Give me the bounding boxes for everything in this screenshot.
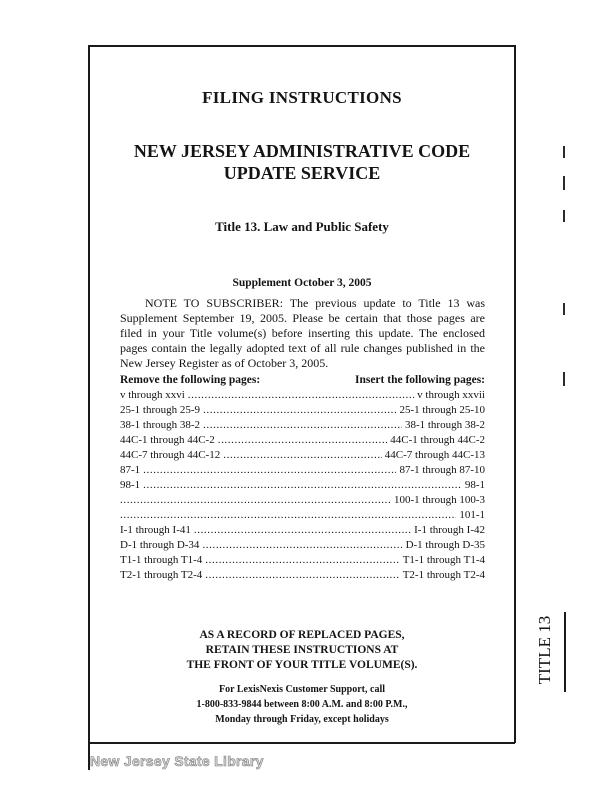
remove-cell: 44C-7 through 44C-12	[120, 449, 221, 461]
dot-leader	[203, 418, 402, 433]
table-row	[120, 388, 485, 403]
dot-leader	[143, 463, 396, 478]
remove-cell: D-1 through D-34	[120, 539, 200, 551]
remove-cell: 98-1	[120, 479, 141, 491]
insert-cell: T1-1 through T1-4	[402, 554, 485, 566]
tab-edge-rule	[564, 612, 566, 692]
table-row	[120, 478, 485, 493]
remove-cell: I-1 through I-41	[120, 524, 191, 536]
customer-support-info	[88, 682, 516, 727]
support-line: 1-800-833-9844 between 8:00 A.M. and 8:00 P.M.,	[196, 699, 408, 710]
remove-header: Remove the following pages:	[120, 374, 261, 386]
frame-top-rule	[88, 45, 515, 47]
remove-cell: 87-1	[120, 464, 141, 476]
note-line: Supplement September 19, 2005. Please be certain that those pages are	[120, 311, 485, 325]
title-tab-label: TITLE 13	[535, 615, 554, 685]
support-line: For LexisNexis Customer Support, call	[218, 684, 385, 695]
library-stamp: New Jersey State Library	[90, 753, 264, 769]
scan-mark	[563, 176, 565, 190]
scan-mark	[563, 146, 565, 158]
title-subject: Title 13. Law and Public Safety	[215, 219, 389, 234]
scan-mark	[563, 303, 565, 315]
insert-cell: v through xxvii	[417, 389, 485, 401]
dot-leader	[120, 508, 456, 523]
subscriber-note	[120, 296, 485, 371]
insert-cell: T2-1 through T2-4	[402, 569, 485, 581]
pages-table	[120, 373, 485, 583]
insert-cell: 44C-7 through 44C-13	[384, 449, 485, 461]
record-notice-line: AS A RECORD OF REPLACED PAGES,	[199, 629, 405, 641]
table-row	[120, 553, 485, 568]
note-line: NOTE TO SUBSCRIBER: The previous update to Title 13 was	[145, 296, 485, 310]
remove-cell: v through xxvi	[120, 389, 185, 401]
scan-mark	[563, 210, 565, 222]
dot-leader	[205, 553, 399, 568]
code-name-heading	[88, 140, 516, 184]
insert-cell: 38-1 through 38-2	[404, 419, 485, 431]
note-line: New Jersey Register as of October 3, 2005.	[120, 356, 329, 370]
table-row	[120, 418, 485, 433]
remove-cell: 25-1 through 25-9	[120, 404, 201, 416]
remove-cell: T2-1 through T2-4	[120, 569, 203, 581]
record-notice-line: RETAIN THESE INSTRUCTIONS AT	[205, 644, 399, 656]
code-name-line-2: UPDATE SERVICE	[223, 163, 381, 183]
remove-cell: T1-1 through T1-4	[120, 554, 203, 566]
insert-cell: I-1 through I-42	[414, 524, 485, 536]
table-row	[120, 493, 485, 508]
note-line: pages contain the legally adopted text of all rule changes published in the	[120, 341, 485, 355]
frame-bottom-rule	[88, 742, 515, 744]
table-row	[120, 523, 485, 538]
dot-leader	[188, 388, 414, 403]
insert-cell: 98-1	[464, 479, 485, 491]
remove-cell: 38-1 through 38-2	[120, 419, 201, 431]
table-row	[120, 403, 485, 418]
code-name-line-1: NEW JERSEY ADMINISTRATIVE CODE	[133, 141, 471, 161]
table-row	[120, 508, 485, 523]
dot-leader	[205, 568, 399, 583]
note-line: filed in your Title volume(s) before inserting this update. The enclosed	[120, 326, 485, 340]
table-row	[120, 568, 485, 583]
dot-leader	[223, 448, 382, 463]
table-row	[120, 448, 485, 463]
insert-cell: 25-1 through 25-10	[399, 404, 485, 416]
insert-cell: D-1 through D-35	[405, 539, 485, 551]
pages-table-header	[120, 373, 485, 388]
insert-cell: 44C-1 through 44C-2	[390, 434, 485, 446]
insert-cell: 101-1	[459, 509, 485, 521]
table-row	[120, 538, 485, 553]
dot-leader	[202, 538, 402, 553]
insert-header: Insert the following pages:	[354, 374, 485, 386]
support-line: Monday through Friday, except holidays	[215, 714, 389, 725]
record-notice-line: THE FRONT OF YOUR TITLE VOLUME(S).	[186, 659, 418, 671]
table-row	[120, 433, 485, 448]
supplement-date: Supplement October 3, 2005	[232, 277, 372, 289]
dot-leader	[120, 493, 391, 508]
dot-leader	[203, 403, 396, 418]
dot-leader	[143, 478, 462, 493]
insert-cell: 100-1 through 100-3	[393, 494, 485, 506]
record-notice	[88, 628, 516, 673]
table-row	[120, 463, 485, 478]
dot-leader	[218, 433, 388, 448]
document-title: FILING INSTRUCTIONS	[202, 88, 402, 107]
insert-cell: 87-1 through 87-10	[399, 464, 485, 476]
remove-cell: 44C-1 through 44C-2	[120, 434, 215, 446]
scan-mark	[563, 372, 565, 386]
dot-leader	[194, 523, 411, 538]
